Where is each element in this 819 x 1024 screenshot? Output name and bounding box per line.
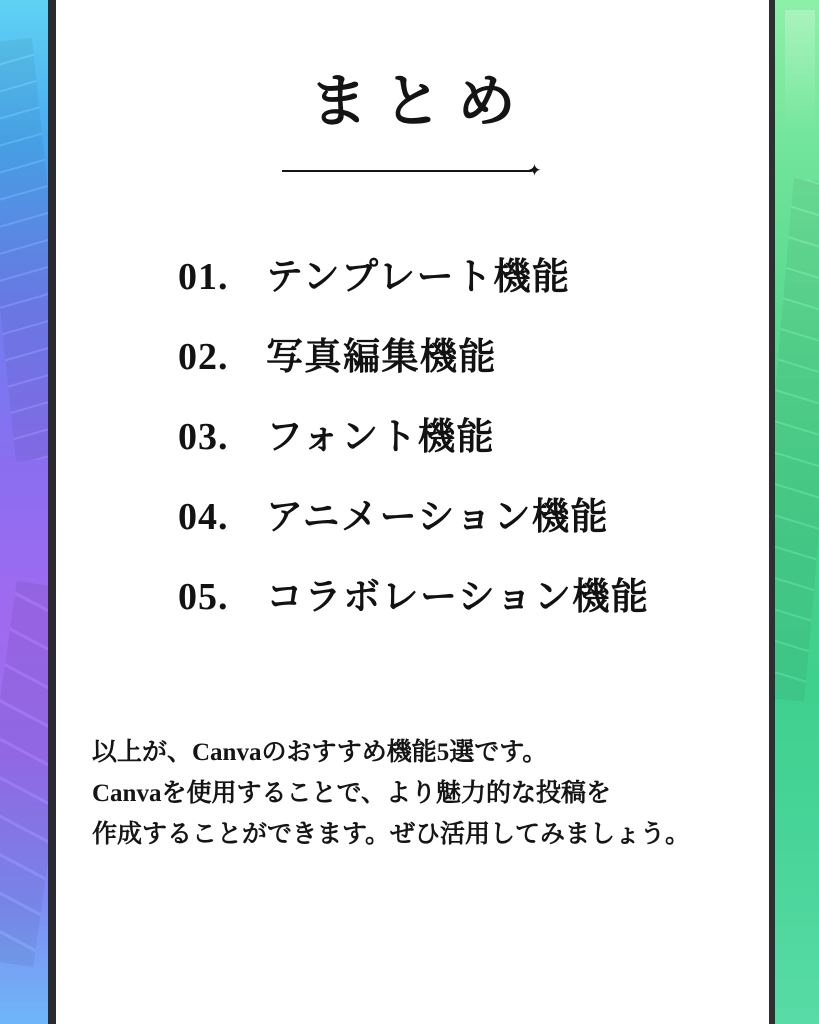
closing-line: Canvaを使用することで、より魅力的な投稿を [92, 780, 611, 808]
list-item-number: 04. [178, 495, 229, 538]
right-frame-divider [769, 0, 775, 1024]
list-item-label: テンプレート機能 [266, 256, 571, 298]
title-divider [282, 158, 544, 184]
list-item [178, 486, 769, 540]
list-item [178, 246, 769, 300]
list-item-label: アニメーション機能 [266, 496, 610, 538]
list-item [178, 326, 769, 380]
left-decorative-band [0, 0, 48, 1024]
closing-line: 作成することができます。ぜひ活用してみましょう。 [92, 821, 691, 849]
closing-line: 以上が、Canvaのおすすめ機能5選です。 [92, 738, 548, 766]
closing-paragraph [56, 732, 769, 856]
list-item-label: フォント機能 [266, 416, 496, 458]
list-item [178, 566, 769, 620]
left-frame-divider [48, 0, 56, 1024]
page-title: まとめ [309, 69, 532, 134]
content-card [56, 0, 769, 1024]
list-item-label: コラボレーション機能 [266, 576, 650, 618]
divider-line [282, 170, 532, 172]
list-item-number: 01. [178, 255, 229, 298]
list-item-number: 02. [178, 335, 229, 378]
right-decorative-band [775, 0, 819, 1024]
list-item [178, 406, 769, 460]
list-item-number: 05. [178, 575, 229, 618]
list-item-label: 写真編集機能 [266, 336, 497, 378]
feature-list [56, 246, 769, 620]
list-item-number: 03. [178, 415, 229, 458]
four-point-star-icon: ✦ [527, 160, 542, 180]
